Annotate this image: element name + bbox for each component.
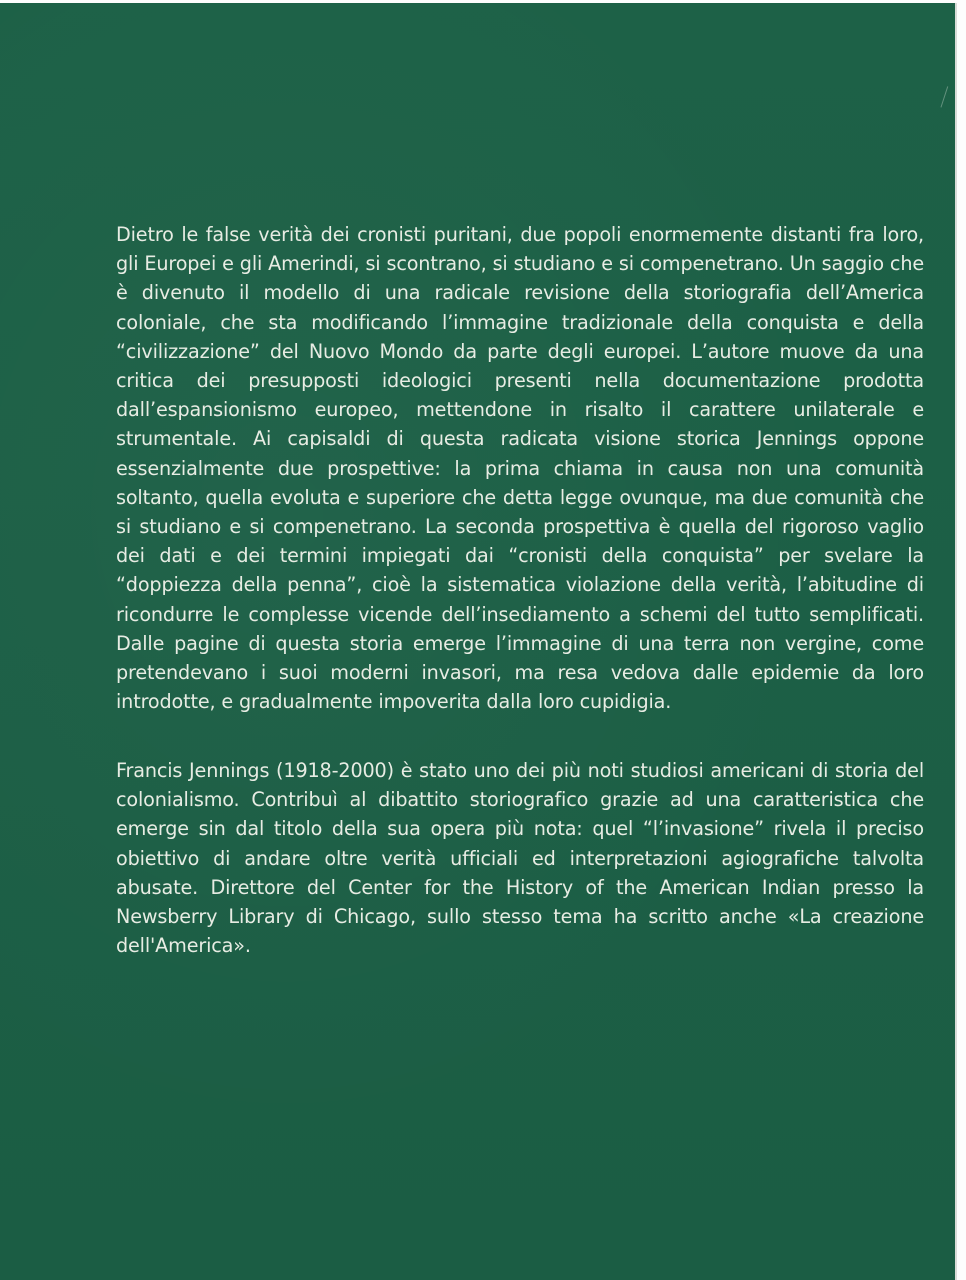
blurb-section: [116, 220, 924, 716]
page-edge-mark: [935, 84, 948, 107]
blurb-paragraph: Dietro le false verità dei cronisti puritani, due popoli enormemente distanti fra loro, gli Europei e gli Amerindi, si scontrano, si studiano e si compenetrano. Un saggio che è divenuto il modello di una radicale revisione della storiografia dell’America coloniale, che sta modificando l’immagine tradizionale della conquista e della “civilizzazione” del Nuovo Mondo da parte degli europei. L’autore muove da una critica dei presupposti ideologici presenti nella documentazione prodotta dall’espansionismo europeo, mettendone in risalto il carattere unilaterale e strumentale. Ai capisaldi di questa radicata visione storica Jennings oppone essenzialmente due prospettive: la prima chiama in causa non una comunità soltanto, quella evoluta e superiore che detta legge ovunque, ma due comunità che si studiano e si compenetrano. La seconda prospettiva è quella del rigoroso vaglio dei dati e dei termini impiegati dai “cronisti della conquista” per svelare la “doppiezza della penna”, cioè la sistematica violazione della verità, l’abitudine di ricondurre le complesse vicende dell’insediamento a schemi del tutto semplificati. Dalle pagine di questa storia emerge l’immagine di una terra non vergine, come pretendevano i suoi moderni invasori, ma resa vedova dalle epidemie da loro introdotte, e gradualmente impoverita dalla loro cupidigia.: [116, 223, 924, 714]
author-bio-section: [116, 756, 924, 960]
back-cover: [0, 3, 957, 1280]
author-bio-paragraph: Francis Jennings (1918-2000) è stato uno dei più noti studiosi americani di storia del colonialismo. Contribuì al dibattito storiografico grazie ad una caratteristica che emerge sin dal titolo della sua opera più nota: quel “l’invasione” rivela il preciso obiettivo di andare oltre verità ufficiali ed interpretazioni agiografiche talvolta abusate. Direttore del Center for the History of the American Indian presso la Newsberry Library di Chicago, sullo stesso tema ha scritto anche «La creazione dell'America».: [116, 759, 924, 958]
